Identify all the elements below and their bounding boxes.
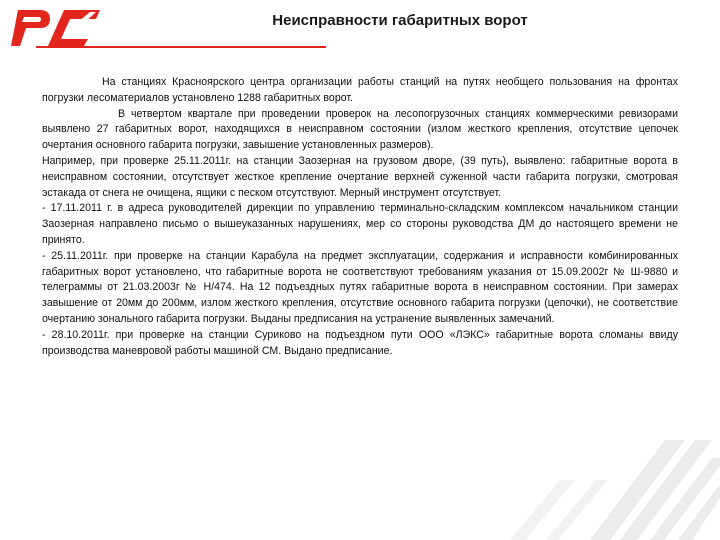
page-title: Неисправности габаритных ворот	[272, 12, 528, 29]
rzd-logo-icon	[4, 2, 104, 50]
decorative-stripes	[450, 400, 720, 540]
paragraph-5: - 25.11.2011г. при проверке на станции Карабула на предмет эксплуатации, содержания и исправности комбинированных габаритных ворот установлено, что габаритные ворота не соответствуют требованиям указания от 15.09.2002г № Ш-9880 и телеграммы от 21.03.2003г № Н/474. На 12 подъездных путях габаритные ворота в неисправном состоянии. При замерах завышение от 20мм до 200мм, излом жесткого крепления, отсутствие основного габарита погрузки (цепочки), не соответствие очертанию зонального габарита погрузки. Выданы предписания на устранение выявленных замечаний.	[42, 249, 678, 325]
header-rule	[36, 46, 326, 48]
paragraph-1: На станциях Красноярского центра организации работы станций на путях необщего пользования на фронтах погрузки лесоматериалов установлено 1288 габаритных ворот.	[42, 76, 678, 104]
paragraph-2: В четвертом квартале при проведении проверок на лесопогрузочных станциях коммерческими ревизорами выявлено 27 габаритных ворот, находящихся в неисправном состоянии (излом жесткого крепления, отсутствие цепочек очертания основного габарита погрузки, завышение установленных размеров).	[42, 107, 678, 152]
document-body	[42, 75, 678, 359]
paragraph-4: - 17.11.2011 г. в адреса руководителей дирекции по управлению терминально-складским комплексом начальником станции Заозерная направлено письмо о вышеуказанных нарушениях, мер со стороны руководства ДМ до настоящего времени не принято.	[42, 202, 678, 246]
paragraph-3: Например, при проверке 25.11.2011г. на станции Заозерная на грузовом дворе, (39 путь), выявлено: габаритные ворота в неисправном состоянии, отсутствует жесткое крепление очертание верхней суженной части габарита погрузки, смотровая эстакада от снега не очищена, ящики с песком отсутствуют. Мерный инструмент отсутствует.	[42, 154, 678, 199]
paragraph-6: - 28.10.2011г. при проверке на станции Суриково на подъездном пути ООО «ЛЭКС» габаритные ворота сломаны ввиду производства маневровой работы машиной СМ. Выдано предписание.	[42, 328, 678, 357]
